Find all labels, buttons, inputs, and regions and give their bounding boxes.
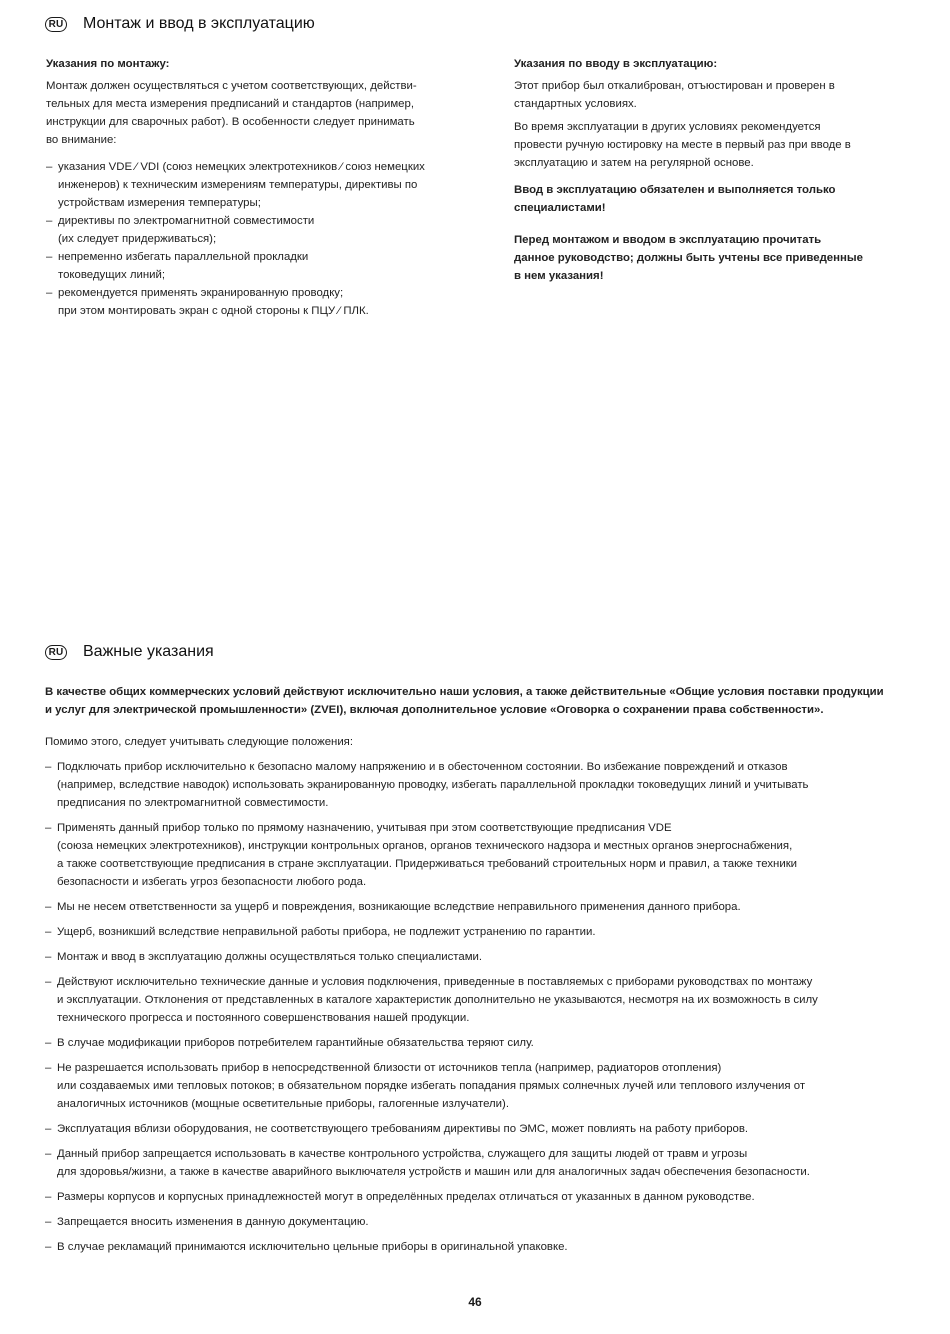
commissioning-warning: Перед монтажом и вводом в эксплуатацию прочитать данное руководство; должны быть учтены все приведенные в нем указания! <box>514 234 863 282</box>
terms-statement: В качестве общих коммерческих условий действуют исключительно наши условия, а также действительные «Общие условия поставки продукции и услуг для электрической промышленности» (ZVEI), включая дополнительное условие «Оговорка о сохранении права собственности». <box>45 686 884 716</box>
commissioning-heading: Указания по вводу в эксплуатацию: <box>514 58 718 70</box>
list-item: – Ущерб, возникший вследствие неправильной работы прибора, не подлежит устранению по гарантии. <box>45 923 911 941</box>
language-badge: RU <box>45 645 67 660</box>
list-item: – Размеры корпусов и корпусных принадлежностей могут в определённых пределах отличаться от указанных в данном руководстве. <box>45 1188 911 1206</box>
list-item: – Монтаж и ввод в эксплуатацию должны осуществляться только специалистами. <box>45 948 911 966</box>
list-item: – Не разрешается использовать прибор в непосредственной близости от источников тепла (например, радиаторов отопления) или создаваемых ими тепловых потоков; в обязательном порядке избегать попадания прямых солнечных лучей или теплового излучения от аналогичных источников (мощные осветительные приборы, галогенные излучатели). <box>45 1059 911 1113</box>
list-item: – Действуют исключительно технические данные и условия подключения, приведенные в поставляемых с приборами руководствах по монтажу и эксплуатации. Отклонения от представленных в каталоге характеристик дополнительно не указываются, несмотря на их возможность в силу технического прогресса и постоянного совершенствования нашей продукции. <box>45 973 911 1027</box>
notes-intro: Помимо этого, следует учитывать следующие положения: <box>45 736 354 748</box>
list-item: – Применять данный прибор только по прямому назначению, учитывая при этом соответствующие предписания VDE (союза немецких электротехников), инструкции контрольных органов, органов технического надзора и местных органов энергоснабжения, а также соответствующие предписания в стране эксплуатации. Придерживаться требований строительных норм и правил, а также техники безопасности и избегать угроз безопасности любого рода. <box>45 819 911 891</box>
section-title: Важные указания <box>83 643 214 660</box>
list-item: – рекомендуется применять экранированную проводку; при этом монтировать экран с одной стороны к ПЦУ ⁄ ПЛК. <box>46 284 486 320</box>
list-item: – В случае модификации приборов потребителем гарантийные обязательства теряют силу. <box>45 1034 911 1052</box>
list-item: – В случае рекламаций принимаются исключительно цельные приборы в оригинальной упаковке. <box>45 1238 911 1256</box>
installation-heading: Указания по монтажу: <box>46 58 170 70</box>
section-header-important-notes <box>45 643 214 661</box>
list-item: – указания VDE ⁄ VDI (союз немецких электротехников ⁄ союз немецких инженеров) к техническим измерениям температуры, директивы по устройствам измерения температуры; <box>46 158 486 212</box>
commissioning-notes-column <box>514 55 914 299</box>
list-item: – Эксплуатация вблизи оборудования, не соответствующего требованиям директивы по ЭМС, может повлиять на работу приборов. <box>45 1120 911 1138</box>
commissioning-paragraph: Во время эксплуатации в других условиях рекомендуется провести ручную юстировку на месте в первый раз при вводе в эксплуатацию и затем на регулярной основе. <box>514 121 851 169</box>
list-item: – Мы не несем ответственности за ущерб и повреждения, возникающие вследствие неправильного применения данного прибора. <box>45 898 911 916</box>
installation-notes-column <box>46 55 486 320</box>
list-item: – Запрещается вносить изменения в данную документацию. <box>45 1213 911 1231</box>
list-item: – Данный прибор запрещается использовать в качестве контрольного устройства, служащего для защиты людей от травм и угрозы для здоровья/жизни, а также в качестве аварийного выключателя устройств и машин или для аналогичных задач обеспечения безопасности. <box>45 1145 911 1181</box>
commissioning-paragraph: Этот прибор был откалиброван, отъюстирован и проверен в стандартных условиях. <box>514 80 835 110</box>
list-item: – непременно избегать параллельной прокладки токоведущих линий; <box>46 248 486 284</box>
important-notes-list <box>45 758 911 1256</box>
list-item: – директивы по электромагнитной совместимости (их следует придерживаться); <box>46 212 486 248</box>
installation-intro: Монтаж должен осуществляться с учетом соответствующих, действи- тельных для места измерения предписаний и стандартов (например, инструкции для сварочных работ). В особенности следует принимать во внимание: <box>46 80 417 146</box>
list-item: – Подключать прибор исключительно к безопасно малому напряжению и в обесточенном состоянии. Во избежание повреждений и отказов (например, вследствие наводок) использовать экранированную проводку, избегать параллельной прокладки токоведущих линий и учитывать предписания по электромагнитной совместимости. <box>45 758 911 812</box>
installation-list <box>46 158 486 320</box>
commissioning-warning: Ввод в эксплуатацию обязателен и выполняется только специалистами! <box>514 184 836 214</box>
section-header-installation <box>45 15 315 33</box>
section-title: Монтаж и ввод в эксплуатацию <box>83 15 315 32</box>
page-number: 46 <box>468 1295 482 1309</box>
language-badge: RU <box>45 17 67 32</box>
important-notes-body <box>45 683 911 1263</box>
